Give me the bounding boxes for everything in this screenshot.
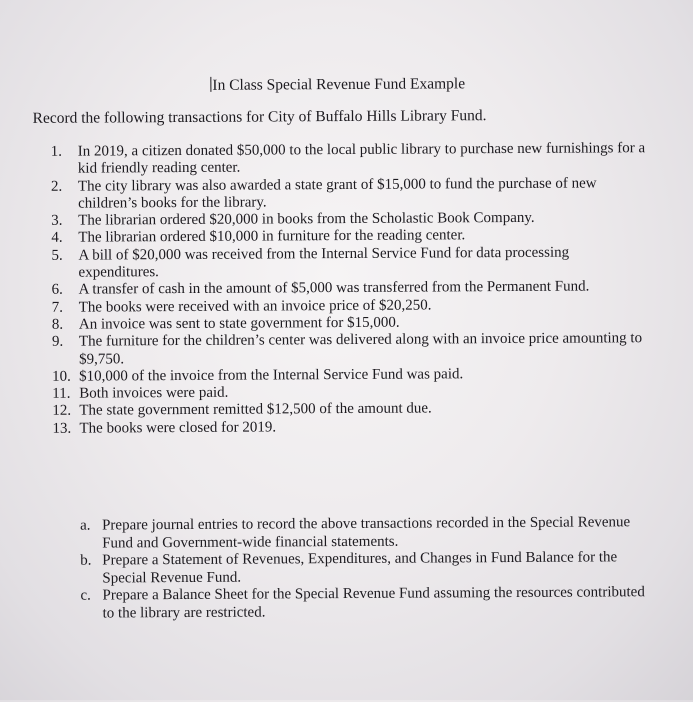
item-number: 9. [51, 333, 64, 351]
item-text: The librarian ordered $20,000 in books from the Scholastic Book Company. [78, 210, 535, 229]
item-number: 8. [51, 316, 64, 333]
item-text: The state government remitted $12,500 of the amount due. [79, 400, 432, 420]
item-number: 12. [52, 403, 72, 420]
item-letter: b. [80, 552, 92, 569]
requirements-list [80, 514, 651, 623]
item-text: In 2019, a citizen donated $50,000 to the local public library to purchase new furnishings for a kid friendly reading center. [77, 140, 646, 177]
item-letter: a. [80, 517, 91, 534]
item-text: Both invoices were paid. [79, 384, 229, 402]
intro-text: Record the following transactions for City of Buffalo Hills Library Fund. [32, 107, 487, 127]
item-text: Prepare a Balance Sheet for the Special Revenue Fund assuming the resources contributed to the library are restricted. [102, 584, 645, 622]
item-text: The books were received with an invoice price of $20,250. [78, 297, 432, 316]
text-cursor [210, 77, 211, 92]
item-number: 6. [51, 282, 63, 299]
list-item [80, 514, 650, 553]
title-text: In Class Special Revenue Fund Example [212, 75, 466, 94]
list-item [51, 244, 651, 282]
list-item [80, 585, 650, 624]
item-text: An invoice was sent to state government for $15,000. [78, 314, 400, 333]
item-text: Prepare journal entries to record the above transactions recorded in the Special Revenue Fund and Government-wide financial statements. [102, 514, 631, 552]
item-letter: c. [80, 587, 91, 605]
item-number: 1. [50, 143, 63, 160]
item-number: 2. [50, 178, 63, 195]
item-number: 10. [52, 368, 71, 385]
item-text: The city library was also awarded a state grant of $15,000 to fund the purchase of new children’s books for the library. [77, 175, 597, 212]
list-item [80, 549, 650, 588]
item-text: The furniture for the children’s center was delivered along with an invoice price amounting to $9,750. [78, 330, 643, 368]
item-text: $10,000 of the invoice from the Internal Service Fund was paid. [79, 366, 464, 385]
list-item [52, 417, 652, 438]
item-number: 5. [51, 247, 63, 264]
item-text: The books were closed for 2019. [79, 419, 277, 437]
item-number: 13. [52, 420, 72, 437]
list-item [51, 175, 651, 213]
list-item [52, 330, 652, 368]
item-text: A transfer of cash in the amount of $5,000 was transferred from the Permanent Fund. [78, 278, 590, 299]
transactions-list [51, 140, 653, 438]
item-number: 4. [51, 230, 63, 247]
item-number: 11. [52, 385, 71, 402]
item-number: 3. [51, 212, 63, 229]
item-text: The librarian ordered $10,000 in furniture for the reading center. [78, 227, 466, 247]
item-text: Prepare a Statement of Revenues, Expenditures, and Changes in Fund Balance for the Special Revenue Fund. [102, 549, 618, 587]
document-title [210, 75, 465, 95]
list-item [51, 140, 651, 178]
item-number: 7. [51, 299, 64, 316]
item-text: A bill of $20,000 was received from the Internal Service Fund for data processing expenditures. [78, 244, 570, 281]
